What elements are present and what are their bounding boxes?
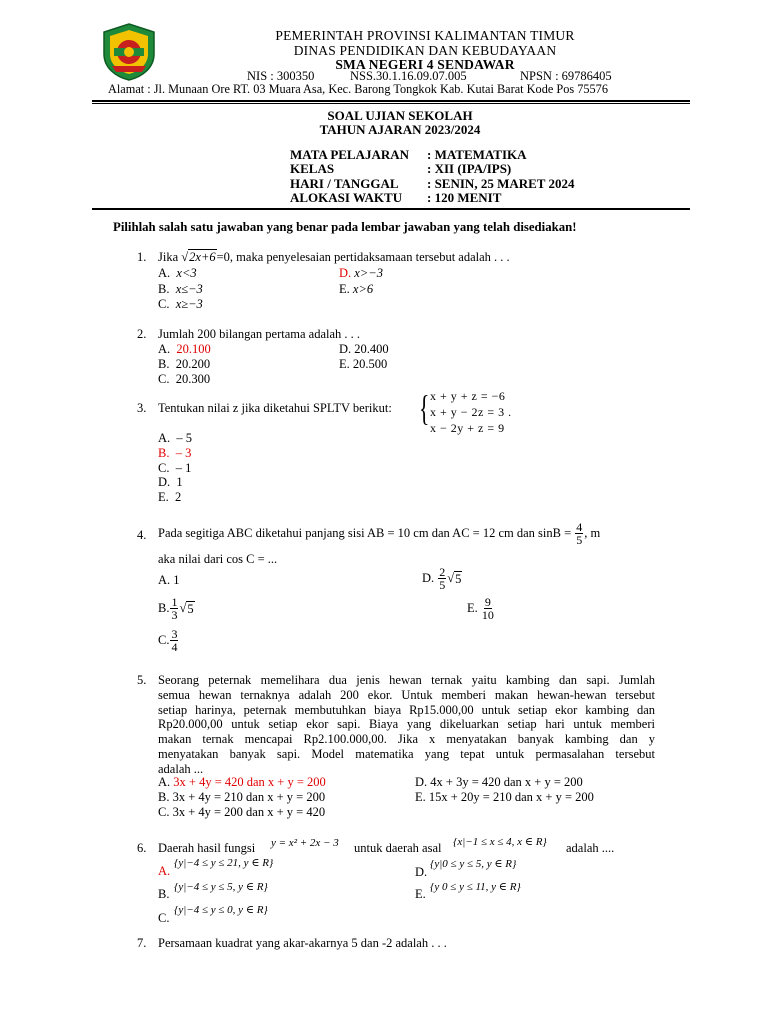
q4-option-d[interactable]: D. $\frac{2}{5}$ √ 5 <box>422 565 462 592</box>
q3-option-d[interactable]: D. 1 <box>158 475 183 489</box>
q6-number: 6. <box>137 841 147 855</box>
q6-option-c-label[interactable]: C. <box>158 911 170 925</box>
exam-subject-value: : MATEMATIKA <box>427 147 527 162</box>
q5-option-a[interactable]: A. 3x + 4y = 420 dan x + y = 200 <box>158 775 326 789</box>
q5-text: Seorang peternak memelihara dua jenis hewan ternak yaitu kambing dan sapi. Jumlah semua hewan ternaknya adalah 200 ekor. Untuk memberi makan hewan-hewan tersebut setiap harinya, peternak membutuhkan biaya Rp15.000,00 untuk setiap ekor kambing dan Rp20.000,00 untuk setiap ekor sapi. Biaya yang dikeluarkan setiap hari untuk memberi makan ternak mencapai Rp2.100.000,00. Jika x menyatakan banyak kambing dan y menyatakan banyak sapi. Model matematika yang tepat untuk permasalahan tersebut adalah ... <box>158 673 655 776</box>
q3-option-b[interactable]: B. – 3 <box>158 446 192 460</box>
exam-date-value: : SENIN, 25 MARET 2024 <box>427 176 575 191</box>
sqrt-icon: √ <box>181 250 189 264</box>
q6-pre: Daerah hasil fungsi <box>158 841 256 855</box>
q1-option-e[interactable]: E. x>6 <box>339 282 374 296</box>
q6-option-e[interactable]: {y 0 ≤ y ≤ 11, y ∈ R} <box>430 881 521 893</box>
q6-option-b[interactable]: {y|−4 ≤ y ≤ 5, y ∈ R} <box>174 881 268 893</box>
q6-option-a[interactable]: {y|−4 ≤ y ≤ 21, y ∈ R} <box>174 857 274 869</box>
sqrt-icon: √ <box>447 571 455 585</box>
exam-time-value: : 120 MENIT <box>427 190 502 205</box>
q7-number: 7. <box>137 936 147 950</box>
q4-option-a[interactable]: A. 1 <box>158 573 180 587</box>
q3-option-a[interactable]: A. – 5 <box>158 431 193 445</box>
q2-option-d[interactable]: D. 20.400 <box>339 342 389 356</box>
q4-text: Pada segitiga ABC diketahui panjang sisi AB = 10 cm dan AC = 12 cm dan sinB = $\frac{4}{5}$ , m <box>158 520 601 547</box>
exam-date-label: HARI / TANGGAL <box>290 176 399 191</box>
exam-class-value: : XII (IPA/IPS) <box>427 161 512 176</box>
q2-number: 2. <box>137 327 147 341</box>
header-line2: DINAS PENDIDIKAN DAN KEBUDAYAAN <box>293 43 557 58</box>
header-npsn: NPSN : 69786405 <box>520 69 612 83</box>
q4-option-e[interactable]: E. $\frac{9}{10}$ <box>467 595 494 622</box>
instruction: Pilihlah salah satu jawaban yang benar pada lembar jawaban yang telah disediakan! <box>113 220 577 234</box>
q1-option-a[interactable]: A. x<3 <box>158 266 197 280</box>
q6-option-e-label[interactable]: E. <box>415 887 426 901</box>
header-school: SMA NEGERI 4 SENDAWAR <box>335 57 515 72</box>
q4-line2: aka nilai dari cos C = ... <box>158 552 278 566</box>
q5-option-c[interactable]: C. 3x + 4y = 200 dan x + y = 420 <box>158 805 326 819</box>
q1-option-d[interactable]: D. x>−3 <box>339 266 383 280</box>
header-address: Alamat : Jl. Munaan Ore RT. 03 Muara Asa, Kec. Barong Tongkok Kab. Kutai Barat Kode Pos 75576 <box>108 82 608 96</box>
q3-number: 3. <box>137 401 147 415</box>
q2-option-c[interactable]: C. 20.300 <box>158 372 211 386</box>
q4-option-c[interactable]: C. $\frac{3}{4}$ <box>158 627 178 654</box>
q6-option-d-label[interactable]: D. <box>415 865 428 879</box>
q6-mid: untuk daerah asal <box>354 841 442 855</box>
brace-icon: { <box>419 388 430 428</box>
q6-option-c[interactable]: {y|−4 ≤ y ≤ 0, y ∈ R} <box>174 904 268 916</box>
q2-text: Jumlah 200 bilangan pertama adalah . . . <box>158 327 361 341</box>
q3-option-c[interactable]: C. – 1 <box>158 461 192 475</box>
q1-expr: 2x+6 <box>189 250 216 264</box>
q1-text <box>158 250 510 265</box>
q2-option-a[interactable]: A. 20.100 <box>158 342 211 356</box>
exam-subject-label: MATA PELAJARAN <box>290 147 410 162</box>
q6-option-d[interactable]: {y|0 ≤ y ≤ 5, y ∈ R} <box>430 858 517 870</box>
q6-option-a-label[interactable]: A. <box>158 864 171 878</box>
q4-option-b[interactable]: B. $\frac{1}{3}$ √ 5 <box>158 595 194 622</box>
header-divider <box>92 100 690 104</box>
q7-text: Persamaan kuadrat yang akar-akarnya 5 dan -2 adalah . . . <box>158 936 447 950</box>
q5-option-e[interactable]: E. 15x + 20y = 210 dan x + y = 200 <box>415 790 594 804</box>
q3-option-e[interactable]: E. 2 <box>158 490 182 504</box>
q2-option-b[interactable]: B. 20.200 <box>158 357 211 371</box>
exam-class-label: KELAS <box>290 161 335 176</box>
q1-option-c[interactable]: C. x≥−3 <box>158 297 203 311</box>
q4-number: 4. <box>137 528 147 542</box>
q5-number: 5. <box>137 673 147 687</box>
q1-pre: Jika <box>158 250 182 264</box>
exam-time-label: ALOKASI WAKTU <box>290 190 403 205</box>
header-line1: PEMERINTAH PROVINSI KALIMANTAN TIMUR <box>275 28 575 43</box>
q2-option-e[interactable]: E. 20.500 <box>339 357 388 371</box>
exam-title: SOAL UJIAN SEKOLAH <box>327 108 473 123</box>
q4-fraction: $\frac{4}{5}$ <box>576 520 583 547</box>
header-nis: NIS : 300350 <box>247 69 315 83</box>
q6-post: adalah .... <box>566 841 615 855</box>
q6-option-b-label[interactable]: B. <box>158 887 170 901</box>
q5-option-b[interactable]: B. 3x + 4y = 210 dan x + y = 200 <box>158 790 326 804</box>
q6-function: y = x² + 2x − 3 <box>271 837 339 849</box>
exam-year: TAHUN AJARAN 2023/2024 <box>319 122 481 137</box>
q1-option-b[interactable]: B. x≤−3 <box>158 282 203 296</box>
sqrt-icon: √ <box>179 601 187 615</box>
q3-text: Tentukan nilai z jika diketahui SPLTV berikut: <box>158 401 392 415</box>
q5-option-d[interactable]: D. 4x + 3y = 420 dan x + y = 200 <box>415 775 583 789</box>
q6-domain: {x|−1 ≤ x ≤ 4, x ∈ R} <box>453 836 547 848</box>
q1-number: 1. <box>137 250 147 264</box>
q1-post: =0, maka penyelesaian pertidaksamaan tersebut adalah . . . <box>216 250 510 264</box>
exam-divider <box>92 208 690 210</box>
q3-system: x + y + z = −6 x + y − 2z = 3 . x − 2y + z = 9 <box>430 389 512 435</box>
header-nss: NSS.30.1.16.09.07.005 <box>350 69 467 83</box>
